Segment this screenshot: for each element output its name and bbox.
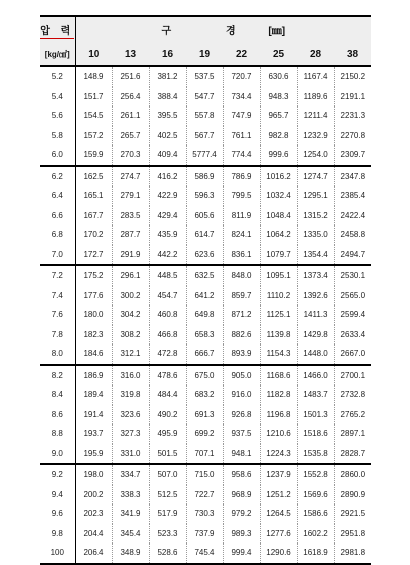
diameter-col-header: 38 [334, 43, 371, 66]
table-row [40, 166, 371, 187]
flow-cell: 965.7 [260, 106, 297, 126]
flow-cell: 1237.9 [260, 464, 297, 485]
flow-cell: 159.9 [75, 145, 112, 166]
flow-cell: 334.7 [112, 464, 149, 485]
flow-cell: 683.2 [186, 385, 223, 405]
flow-cell: 2422.4 [334, 206, 371, 226]
table-row [40, 305, 371, 325]
flow-cell: 982.8 [260, 126, 297, 146]
table-row [40, 464, 371, 485]
flow-cell: 165.1 [83, 191, 104, 201]
flow-cell: 5777.4 [186, 145, 223, 166]
flow-cell: 2700.1 [334, 365, 371, 386]
flow-cell: 1125.1 [260, 305, 297, 325]
pressure-cell: 9.8 [40, 524, 75, 544]
flow-cell: 1392.6 [297, 286, 334, 306]
flow-cell: 734.4 [223, 87, 260, 107]
table-row [40, 385, 371, 405]
flow-cell: 948.3 [260, 87, 297, 107]
pressure-cell: 6.8 [40, 225, 75, 245]
flow-cell: 1168.6 [260, 365, 297, 386]
diameter-col-header: 10 [75, 43, 112, 66]
pressure-cell: 7.4 [40, 286, 75, 306]
table-row [40, 66, 371, 87]
flow-cell: 454.7 [149, 286, 186, 306]
flow-cell: 968.9 [223, 485, 260, 505]
table-row [40, 325, 371, 345]
table-row [40, 206, 371, 226]
flow-cell: 1064.2 [260, 225, 297, 245]
diameter-col-header: 25 [260, 43, 297, 66]
table-row [40, 344, 371, 365]
flow-cell: 1016.2 [260, 166, 297, 187]
flow-cell: 157.2 [83, 130, 104, 140]
pressure-cell: 7.2 [40, 265, 75, 286]
table-row [40, 87, 371, 107]
flow-cell: 316.0 [112, 365, 149, 386]
flow-cell: 737.9 [186, 524, 223, 544]
pressure-cell: 8.6 [40, 405, 75, 425]
flow-cell: 859.7 [223, 286, 260, 306]
flow-cell: 824.1 [223, 225, 260, 245]
flow-cell: 905.0 [223, 365, 260, 386]
flow-cell: 1110.2 [260, 286, 297, 306]
diameter-col-header: 19 [186, 43, 223, 66]
flow-cell: 632.5 [186, 265, 223, 286]
flow-cell: 630.6 [260, 66, 297, 87]
flow-cell: 730.3 [186, 504, 223, 524]
flow-cell: 1466.0 [297, 365, 334, 386]
flow-cell: 707.1 [186, 444, 223, 465]
flow-cell: 402.5 [149, 126, 186, 146]
flow-cell: 1552.8 [297, 464, 334, 485]
pressure-cell: 8.2 [40, 365, 75, 386]
flow-cell: 1189.6 [297, 87, 334, 107]
flow-cell: 1210.6 [260, 424, 297, 444]
flow-cell: 472.8 [149, 344, 186, 365]
flow-cell: 180.0 [83, 310, 104, 320]
flow-cell: 722.7 [186, 485, 223, 505]
pressure-label: 압 력 [40, 26, 75, 37]
pressure-unit-header [40, 43, 75, 66]
flow-cell: 484.4 [149, 385, 186, 405]
flow-cell: 1154.3 [260, 344, 297, 365]
flow-cell: 308.2 [112, 325, 149, 345]
flow-cell: 2981.8 [334, 543, 371, 564]
table-row [40, 405, 371, 425]
flow-cell: 1182.8 [260, 385, 297, 405]
flow-cell: 675.0 [186, 365, 223, 386]
flow-cell: 699.2 [186, 424, 223, 444]
flow-cell: 926.8 [223, 405, 260, 425]
flow-cell: 345.4 [112, 524, 149, 544]
flow-cell: 596.3 [186, 186, 223, 206]
flow-cell: 2565.0 [334, 286, 371, 306]
diameter-col-header: 13 [112, 43, 149, 66]
flow-cell: 937.5 [223, 424, 260, 444]
flow-cell: 848.0 [223, 265, 260, 286]
flow-cell: 148.9 [83, 72, 104, 82]
diameter-col-header: 28 [297, 43, 334, 66]
flow-cell: 1618.9 [297, 543, 334, 564]
table-row [40, 265, 371, 286]
diameter-row [40, 43, 371, 66]
flow-cell: 291.9 [112, 245, 149, 266]
flow-cell: 547.7 [186, 87, 223, 107]
flow-cell: 1274.7 [297, 166, 334, 187]
diameter-header [75, 16, 371, 43]
flow-cell: 1586.6 [297, 504, 334, 524]
flow-rate-table-page [40, 15, 371, 565]
flow-cell: 495.9 [149, 424, 186, 444]
flow-cell: 312.1 [112, 344, 149, 365]
flow-cell: 151.7 [83, 91, 104, 101]
flow-cell: 170.2 [83, 230, 104, 240]
flow-cell: 319.8 [112, 385, 149, 405]
flow-cell: 172.7 [75, 245, 112, 266]
flow-cell: 761.1 [223, 126, 260, 146]
flow-cell: 1501.3 [297, 405, 334, 425]
flow-cell: 528.6 [149, 543, 186, 564]
flow-cell: 2270.8 [334, 126, 371, 146]
flow-cell: 641.2 [186, 286, 223, 306]
flow-cell: 1429.8 [297, 325, 334, 345]
table-row [40, 524, 371, 544]
flow-cell: 649.8 [186, 305, 223, 325]
flow-cell: 1251.2 [260, 485, 297, 505]
flow-cell: 1048.4 [260, 206, 297, 226]
flow-cell: 747.9 [223, 106, 260, 126]
flow-cell: 348.9 [112, 543, 149, 564]
flow-cell: 435.9 [149, 225, 186, 245]
flow-cell: 2191.1 [334, 87, 371, 107]
flow-cell: 1224.3 [260, 444, 297, 465]
pressure-cell: 6.6 [40, 206, 75, 226]
flow-cell: 338.3 [112, 485, 149, 505]
flow-cell: 331.0 [112, 444, 149, 465]
flow-cell: 2890.9 [334, 485, 371, 505]
flow-cell: 279.1 [112, 186, 149, 206]
flow-cell: 193.7 [83, 429, 104, 439]
pressure-header [40, 16, 75, 43]
flow-cell: 1079.7 [260, 245, 297, 266]
flow-cell: 388.4 [149, 87, 186, 107]
flow-cell: 2667.0 [334, 344, 371, 365]
flow-cell: 720.7 [223, 66, 260, 87]
flow-cell: 666.7 [186, 344, 223, 365]
flow-cell: 989.3 [223, 524, 260, 544]
flow-cell: 2921.5 [334, 504, 371, 524]
flow-cell: 442.2 [149, 245, 186, 266]
flow-cell: 287.7 [112, 225, 149, 245]
flow-cell: 448.5 [149, 265, 186, 286]
flow-cell: 206.4 [75, 543, 112, 564]
flow-cell: 567.7 [186, 126, 223, 146]
flow-cell: 1211.4 [297, 106, 334, 126]
flow-cell: 1167.4 [297, 66, 334, 87]
flow-cell: 1518.6 [297, 424, 334, 444]
flow-cell: 1448.0 [297, 344, 334, 365]
flow-cell: 586.9 [186, 166, 223, 187]
pressure-cell: 9.0 [40, 444, 75, 465]
flow-cell: 799.5 [223, 186, 260, 206]
flow-cell: 501.5 [149, 444, 186, 465]
flow-cell: 182.3 [83, 329, 104, 339]
flow-cell: 2385.4 [334, 186, 371, 206]
flow-cell: 512.5 [149, 485, 186, 505]
flow-cell: 745.4 [186, 543, 223, 564]
flow-cell: 191.4 [83, 409, 104, 419]
flow-cell: 2150.2 [334, 66, 371, 87]
flow-cell: 605.6 [186, 206, 223, 226]
flow-cell: 614.7 [186, 225, 223, 245]
flow-cell: 916.0 [223, 385, 260, 405]
flow-cell: 893.9 [223, 344, 260, 365]
flow-cell: 658.3 [186, 325, 223, 345]
flow-cell: 517.9 [149, 504, 186, 524]
table-row [40, 106, 371, 126]
flow-cell: 2951.8 [334, 524, 371, 544]
pressure-cell: 9.4 [40, 485, 75, 505]
flow-cell: 429.4 [149, 206, 186, 226]
pressure-cell: 8.8 [40, 424, 75, 444]
table-row [40, 543, 371, 564]
flow-cell: 2732.8 [334, 385, 371, 405]
table-row [40, 504, 371, 524]
flow-cell: 1335.0 [297, 225, 334, 245]
flow-cell: 460.8 [149, 305, 186, 325]
flow-cell: 381.2 [149, 66, 186, 87]
pressure-cell: 7.6 [40, 305, 75, 325]
flow-cell: 251.6 [112, 66, 149, 87]
flow-cell: 1095.1 [260, 265, 297, 286]
pressure-cell: 8.0 [40, 344, 75, 365]
pressure-cell: 5.2 [40, 66, 75, 87]
flow-cell: 409.4 [149, 145, 186, 166]
flow-cell: 1483.7 [297, 385, 334, 405]
pressure-cell: 6.4 [40, 186, 75, 206]
flow-cell: 836.1 [223, 245, 260, 266]
flow-cell: 2231.3 [334, 106, 371, 126]
flow-cell: 1569.6 [297, 485, 334, 505]
flow-cell: 2494.7 [334, 245, 371, 266]
table-row [40, 485, 371, 505]
flow-cell: 341.9 [112, 504, 149, 524]
flow-cell: 882.6 [223, 325, 260, 345]
table-row [40, 186, 371, 206]
flow-cell: 523.3 [149, 524, 186, 544]
flow-cell: 300.2 [112, 286, 149, 306]
pressure-cell: 9.2 [40, 464, 75, 485]
flow-cell: 204.4 [83, 528, 104, 538]
flow-cell: 1411.3 [297, 305, 334, 325]
flow-cell: 999.6 [260, 145, 297, 166]
table-body [40, 66, 371, 564]
flow-cell: 184.6 [75, 344, 112, 365]
flow-cell: 395.5 [149, 106, 186, 126]
table-header [40, 16, 371, 66]
flow-cell: 175.2 [83, 271, 104, 281]
flow-cell: 2860.0 [334, 464, 371, 485]
flow-cell: 557.8 [186, 106, 223, 126]
pressure-cell: 100 [40, 543, 75, 564]
flow-cell: 167.7 [83, 210, 104, 220]
table-row [40, 126, 371, 146]
pressure-cell: 8.4 [40, 385, 75, 405]
diameter-col-header: 22 [223, 43, 260, 66]
flow-cell: 200.2 [83, 489, 104, 499]
flow-cell: 1602.2 [297, 524, 334, 544]
flow-cell: 2633.4 [334, 325, 371, 345]
flow-cell: 948.1 [223, 444, 260, 465]
flow-cell: 2458.8 [334, 225, 371, 245]
flow-cell: 296.1 [112, 265, 149, 286]
flow-cell: 1535.8 [297, 444, 334, 465]
flow-cell: 154.5 [83, 111, 104, 121]
flow-cell: 195.9 [75, 444, 112, 465]
pressure-cell: 7.0 [40, 245, 75, 266]
pressure-cell: 6.2 [40, 166, 75, 187]
flow-cell: 1354.4 [297, 245, 334, 266]
flow-rate-table [40, 15, 371, 565]
table-row [40, 225, 371, 245]
flow-cell: 198.0 [83, 470, 104, 480]
table-row [40, 245, 371, 266]
flow-cell: 256.4 [112, 87, 149, 107]
pressure-cell: 6.0 [40, 145, 75, 166]
flow-cell: 177.6 [83, 290, 104, 300]
flow-cell: 422.9 [149, 186, 186, 206]
flow-cell: 304.2 [112, 305, 149, 325]
flow-cell: 715.0 [186, 464, 223, 485]
diameter-label: 구 [161, 26, 172, 37]
flow-cell: 478.6 [149, 365, 186, 386]
flow-cell: 189.4 [83, 390, 104, 400]
pressure-cell: 5.8 [40, 126, 75, 146]
flow-cell: 1373.4 [297, 265, 334, 286]
flow-cell: 1254.0 [297, 145, 334, 166]
flow-cell: 265.7 [112, 126, 149, 146]
flow-cell: 270.3 [112, 145, 149, 166]
diameter-unit: [㎜] [268, 26, 286, 37]
flow-cell: 2309.7 [334, 145, 371, 166]
flow-cell: 490.2 [149, 405, 186, 425]
flow-cell: 1295.1 [297, 186, 334, 206]
table-row [40, 145, 371, 166]
pressure-cell: 7.8 [40, 325, 75, 345]
flow-cell: 416.2 [149, 166, 186, 187]
flow-cell: 323.6 [112, 405, 149, 425]
flow-cell: 871.2 [223, 305, 260, 325]
flow-cell: 274.7 [112, 166, 149, 187]
pressure-cell: 5.4 [40, 87, 75, 107]
flow-cell: 283.5 [112, 206, 149, 226]
flow-cell: 2347.8 [334, 166, 371, 187]
pressure-cell: 5.6 [40, 106, 75, 126]
flow-cell: 811.9 [223, 206, 260, 226]
flow-cell: 623.6 [186, 245, 223, 266]
flow-cell: 261.1 [112, 106, 149, 126]
flow-cell: 2828.7 [334, 444, 371, 465]
flow-cell: 202.3 [83, 509, 104, 519]
table-row [40, 444, 371, 465]
table-row [40, 286, 371, 306]
flow-cell: 1196.8 [260, 405, 297, 425]
flow-cell: 1277.6 [260, 524, 297, 544]
flow-cell: 1290.6 [260, 543, 297, 564]
flow-cell: 537.5 [186, 66, 223, 87]
pressure-cell: 9.6 [40, 504, 75, 524]
pressure-unit: [kg/㎠] [44, 49, 70, 59]
flow-cell: 1232.9 [297, 126, 334, 146]
table-row [40, 365, 371, 386]
flow-cell: 958.6 [223, 464, 260, 485]
flow-cell: 466.8 [149, 325, 186, 345]
flow-cell: 507.0 [149, 464, 186, 485]
flow-cell: 1139.8 [260, 325, 297, 345]
flow-cell: 2897.1 [334, 424, 371, 444]
diameter-col-header: 16 [149, 43, 186, 66]
table-row [40, 424, 371, 444]
flow-cell: 162.5 [83, 171, 104, 181]
flow-cell: 186.9 [83, 370, 104, 380]
flow-cell: 979.2 [223, 504, 260, 524]
diameter-label-2: 경 [225, 26, 236, 37]
flow-cell: 786.9 [223, 166, 260, 187]
flow-cell: 327.3 [112, 424, 149, 444]
flow-cell: 1032.4 [260, 186, 297, 206]
flow-cell: 774.4 [223, 145, 260, 166]
flow-cell: 2599.4 [334, 305, 371, 325]
flow-cell: 691.3 [186, 405, 223, 425]
flow-cell: 1264.5 [260, 504, 297, 524]
flow-cell: 2765.2 [334, 405, 371, 425]
flow-cell: 999.4 [223, 543, 260, 564]
flow-cell: 1315.2 [297, 206, 334, 226]
flow-cell: 2530.1 [334, 265, 371, 286]
